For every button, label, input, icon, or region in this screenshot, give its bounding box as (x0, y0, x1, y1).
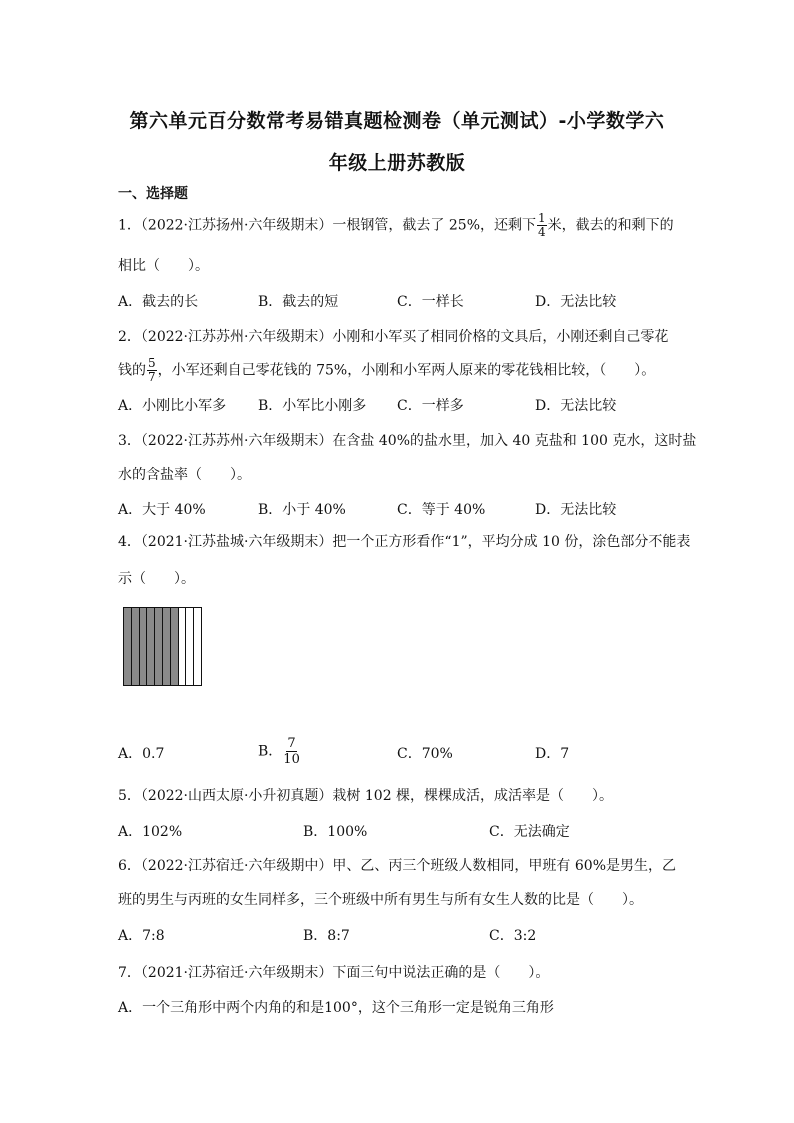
question-5-option-b: B．100% (303, 824, 368, 840)
shaded-strip (155, 608, 163, 685)
question-4-option-c: C．70% (397, 746, 453, 762)
shaded-strip (132, 608, 140, 685)
question-2-stem-c: ，小军还剩自己零花钱的 75%，小刚和小军两人原来的零花钱相比较，（ ）。 (157, 362, 656, 379)
shaded-strip (163, 608, 171, 685)
question-1-stem-b: 米，截去的和剩下的 (547, 217, 674, 234)
question-4-option-a: A．0.7 (118, 746, 165, 762)
question-4-option-b-label: B． (258, 743, 283, 760)
question-2-option-a: A．小刚比小军多 (118, 398, 227, 414)
question-6-line-2: 班的男生与丙班的女生同样多，三个班级中所有男生与所有女生人数的比是（ ）。 (118, 892, 643, 908)
question-4-option-d: D．7 (535, 746, 570, 762)
question-5-option-c: C．无法确定 (489, 824, 570, 840)
blank-strip (186, 608, 194, 685)
question-1-option-c: C．一样长 (397, 294, 464, 310)
shaded-strip (140, 608, 148, 685)
question-1-option-d: D．无法比较 (535, 294, 617, 310)
question-4-option-b (258, 736, 301, 767)
question-1-stem-a: 1．（2022·江苏扬州·六年级期末）一根钢管，截去了 25%，还剩下 (118, 217, 537, 234)
question-6-option-c: C．3:2 (489, 928, 537, 944)
question-5-option-a: A．102% (118, 824, 183, 840)
question-3-option-b: B．小于 40% (258, 502, 346, 518)
question-2-line-1: 2．（2022·江苏苏州·六年级期末）小刚和小军买了相同价格的文具后，小刚还剩自己零花 (118, 329, 669, 345)
page-title-line-2: 年级上册苏教版 (328, 152, 466, 174)
question-6-option-a: A．7:8 (118, 928, 165, 944)
section-heading: 一、选择题 (118, 186, 188, 202)
question-4-line-2: 示（ ）。 (118, 571, 195, 587)
question-7-stem: 7．（2021·江苏宿迁·六年级期末）下面三句中说法正确的是（ ）。 (118, 965, 550, 981)
question-3-line-2: 水的含盐率（ ）。 (118, 467, 251, 483)
question-3-option-c: C．等于 40% (397, 502, 486, 518)
question-6-option-b: B．8:7 (303, 928, 350, 944)
question-7-option-a: A．一个三角形中两个内角的和是100°，这个三角形一定是锐角三角形 (118, 1000, 554, 1016)
question-1-option-a: A．截去的长 (118, 294, 199, 310)
page-title-line-1: 第六单元百分数常考易错真题检测卷（单元测试）-小学数学六 (129, 110, 665, 132)
question-3-line-1: 3．（2022·江苏苏州·六年级期末）在含盐 40%的盐水里，加入 40 克盐和 100 克水，这时盐 (118, 433, 697, 449)
question-2-option-d: D．无法比较 (535, 398, 617, 414)
question-2-option-c: C．一样多 (397, 398, 464, 414)
shaded-strip (171, 608, 179, 685)
question-2-fraction: $\frac{5}{7}$ (148, 356, 156, 384)
question-5-stem: 5．（2022·山西太原·小升初真题）栽树 102 棵，棵棵成活，成活率是（ ）。 (118, 788, 614, 804)
question-4-option-b-fraction: $\frac{7}{10}$ (283, 736, 300, 767)
shaded-strip (124, 608, 132, 685)
question-2-option-b: B．小军比小刚多 (258, 398, 367, 414)
question-1-line-2: 相比（ ）。 (118, 258, 209, 274)
question-2-stem-b: 钱的 (118, 362, 146, 379)
question-2-line-2 (118, 357, 655, 384)
question-6-line-1: 6．（2022·江苏宿迁·六年级期中）甲、乙、丙三个班级人数相同，甲班有 60%是男生，乙 (118, 858, 677, 874)
question-1-option-b: B．截去的短 (258, 294, 339, 310)
shaded-strip (147, 608, 155, 685)
question-1-line-1 (118, 212, 674, 239)
question-3-option-a: A．大于 40% (118, 502, 206, 518)
question-3-option-d: D．无法比较 (535, 502, 617, 518)
blank-strip (194, 608, 201, 685)
question-4-square-figure (123, 607, 202, 686)
blank-strip (179, 608, 187, 685)
question-1-fraction: $\frac{1}{4}$ (538, 211, 546, 239)
question-4-line-1: 4．（2021·江苏盐城·六年级期末）把一个正方形看作“1”，平均分成 10 份，涂色部分不能表 (118, 534, 691, 550)
